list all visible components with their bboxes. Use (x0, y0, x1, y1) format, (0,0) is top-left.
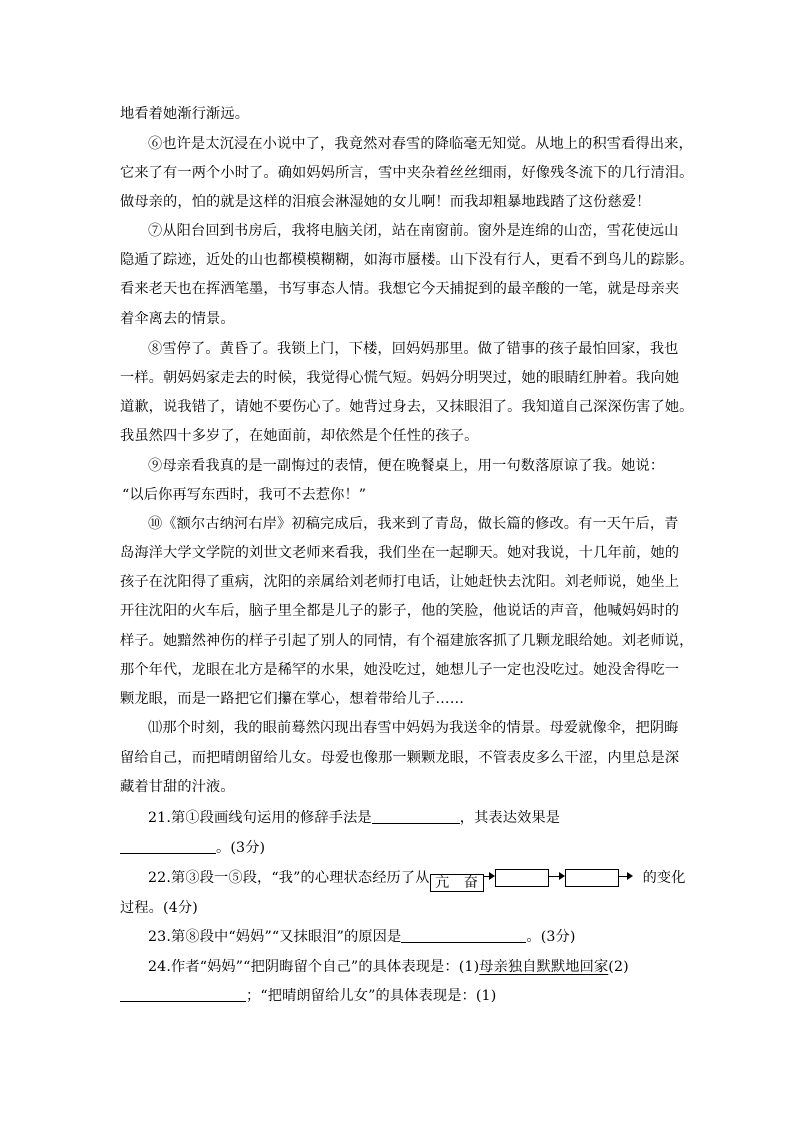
question-23 (148, 927, 576, 947)
question-23-score: 。(3分) (526, 929, 576, 945)
question-24-answer-1: 母亲独自默默地回家 (479, 959, 609, 975)
question-21 (120, 838, 265, 858)
paragraph-7-line: 隐遁了踪迹，近处的山也都模模糊糊，如海市蜃楼。山下没有行人，更看不到鸟儿的踪影。 (120, 252, 694, 268)
question-24 (120, 986, 496, 1006)
question-21-text: ，其表达效果是 (459, 810, 561, 826)
question-21-text: 21.第①段画线句运用的修辞手法是 (148, 810, 372, 826)
paragraph-9-line: “以后你再写东西时，我可不去惹你！” (122, 487, 367, 503)
paragraph-8-line: 一样。朝妈妈家走去的时候，我觉得心慌气短。妈妈分明哭过，她的眼睛红肿着。我向她 (120, 370, 680, 386)
question-24-text: 24.作者“妈妈”“把阴晦留个自己”的具体表现是：(1) (148, 959, 480, 975)
paragraph-10-line: 孩子在沈阳得了重病，沈阳的亲属给刘老师打电话，让她赶快去沈阳。刘老师说，她坐上 (120, 574, 680, 590)
answer-blank[interactable] (372, 808, 460, 824)
paragraph-5-line: 地看着她渐行渐远。 (120, 106, 250, 122)
arrow-icon (549, 872, 565, 882)
paragraph-7-line: ⑦从阳台回到书房后，我将电脑关闭，站在南窗前。窗外是连绵的山峦，雪花使远山 (148, 223, 679, 239)
paragraph-11-line: ⑾那个时刻，我的眼前蓦然闪现出春雪中妈妈为我送伞的情景。母爱就像伞，把阴晦 (148, 720, 679, 736)
paragraph-10-line: 那个年代，龙眼在北方是稀罕的水果，她没吃过，她想儿子一定也没吃过。她没舍得吃一 (120, 662, 680, 678)
paragraph-6-line: 它来了有一两个小时了。确如妈妈所言，雪中夹杂着丝丝细雨，好像残冬流下的几行清泪。 (120, 165, 694, 181)
paragraph-11-line: 留给自己，而把晴朗留给儿女。母爱也像那一颗颗龙眼，不管表皮多么干涩，内里总是深 (120, 750, 680, 766)
answer-blank[interactable] (120, 838, 216, 854)
question-21-score: 。(3分) (216, 840, 266, 856)
paragraph-7-line: 着伞离去的情景。 (120, 311, 235, 327)
flow-box-2[interactable] (495, 869, 549, 887)
question-24 (148, 957, 629, 977)
question-21 (148, 808, 560, 828)
question-22: 过程。(4分) (120, 900, 198, 916)
question-22-text: 的变化 (642, 870, 686, 886)
answer-blank[interactable] (120, 986, 246, 1002)
paragraph-8-line: ⑧雪停了。黄昏了。我锁上门，下楼，回妈妈那里。做了错事的孩子最怕回家，我也 (148, 341, 679, 357)
paragraph-10-line: 开往沈阳的火车后，脑子里全都是儿子的影子，他的笑脸，他说话的声音，他喊妈妈时的 (120, 603, 680, 619)
flow-box-1: 亢 奋 (430, 874, 484, 892)
paragraph-10-line: ⑩《额尔古纳河右岸》初稿完成后，我来到了青岛，做长篇的修改。有一天午后，青 (148, 516, 679, 532)
question-24-text: ；“把晴朗留给儿女”的具体表现是：(1) (246, 988, 497, 1004)
arrow-icon (484, 872, 495, 882)
paragraph-10-line: 岛海洋大学文学院的刘世文老师来看我，我们坐在一起聊天。她对我说，十几年前，她的 (120, 545, 680, 561)
paragraph-10-line: 样子。她黯然神伤的样子引起了别人的同情，有个福建旅客抓了几颗龙眼给她。刘老师说， (120, 633, 694, 649)
question-22-text: 22.第③段一⑤段，“我”的心理状态经历了从 (148, 870, 430, 886)
paragraph-11-line: 藏着甘甜的汁液。 (120, 779, 235, 795)
arrow-icon (619, 872, 633, 882)
flow-box-3[interactable] (565, 869, 619, 887)
question-22 (148, 868, 686, 892)
question-24-text: (2) (608, 959, 629, 975)
paragraph-6-line: 做母亲的，怕的就是这样的泪痕会淋湿她的女儿啊！而我却粗暴地践踏了这份慈爱！ (120, 194, 651, 210)
paragraph-10-line: 颗龙眼，而是一路把它们攥在掌心，想着带给儿子…… (120, 691, 465, 707)
paragraph-7-line: 看来老天也在挥洒笔墨，书写事态人情。我想它今天捕捉到的最辛酸的一笔，就是母亲夹 (120, 281, 680, 297)
question-23-text: 23.第⑧段中“妈妈”“又抹眼泪”的原因是 (148, 929, 402, 945)
paragraph-8-line: 道歉，说我错了，请她不要伤心了。她背过身去，又抹眼泪了。我知道自己深深伤害了她。 (120, 399, 694, 415)
answer-blank[interactable] (401, 927, 526, 943)
paragraph-9-line: ⑨母亲看我真的是一副悔过的表情，便在晚餐桌上，用一句数落原谅了我。她说： (148, 458, 665, 474)
paragraph-6-line: ⑥也许是太沉浸在小说中了，我竟然对春雪的降临毫无知觉。从地上的积雪看得出来， (148, 136, 693, 152)
paragraph-8-line: 我虽然四十多岁了，在她面前，却依然是个任性的孩子。 (120, 428, 479, 444)
